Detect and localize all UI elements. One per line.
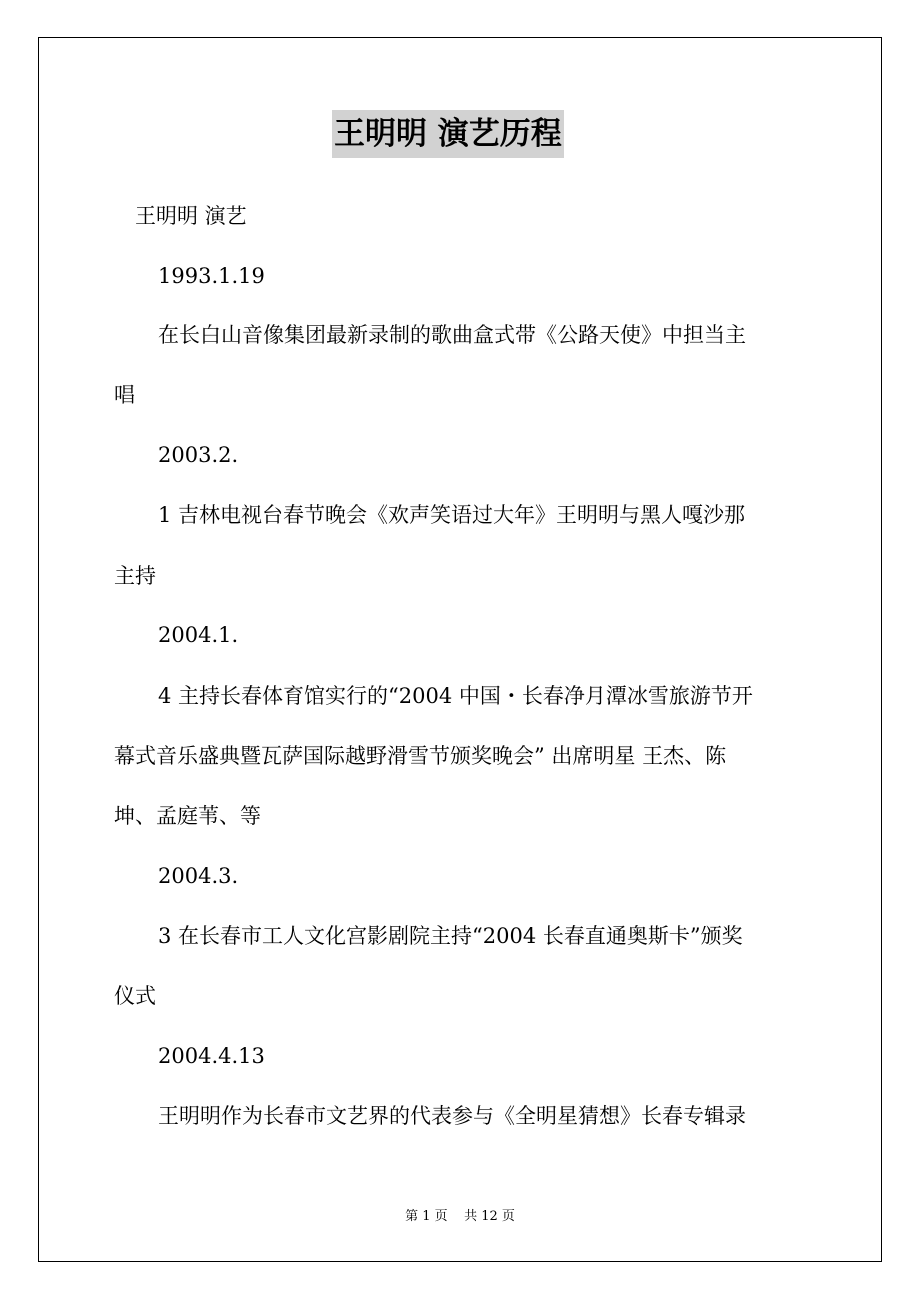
text-line: 1993.1.19 <box>158 264 265 288</box>
text-line: 幕式音乐盛典暨瓦萨国际越野滑雪节颁奖晚会” 出席明星 王杰、陈 <box>114 744 727 768</box>
text-line: 在长白山音像集团最新录制的歌曲盒式带《公路天使》中担当主 <box>158 323 746 347</box>
text-line: 2003.2. <box>158 443 239 467</box>
text-line: 仪式 <box>114 984 156 1008</box>
text-line: 王明明 演艺 <box>135 204 247 228</box>
text-line: 2004.3. <box>158 864 239 888</box>
page-number-footer: 第 1 页 共 12 页 <box>405 1209 515 1224</box>
text-line: 3 在长春市工人文化宫影剧院主持“2004 长春直通奥斯卡”颁奖 <box>158 924 743 948</box>
text-line: 王明明作为长春市文艺界的代表参与《全明星猜想》长春专辑录 <box>158 1104 746 1128</box>
text-line: 唱 <box>114 383 135 407</box>
text-line: 坤、孟庭苇、等 <box>114 804 261 828</box>
text-line: 2004.4.13 <box>158 1044 265 1068</box>
text-line: 4 主持长春体育馆实行的“2004 中国・长春净月潭冰雪旅游节开 <box>158 684 753 708</box>
document-title: 王明明 演艺历程 <box>332 110 564 158</box>
text-line: 主持 <box>114 564 156 588</box>
text-line: 1 吉林电视台春节晚会《欢声笑语过大年》王明明与黑人嘎沙那 <box>158 503 746 527</box>
text-line: 2004.1. <box>158 623 239 647</box>
